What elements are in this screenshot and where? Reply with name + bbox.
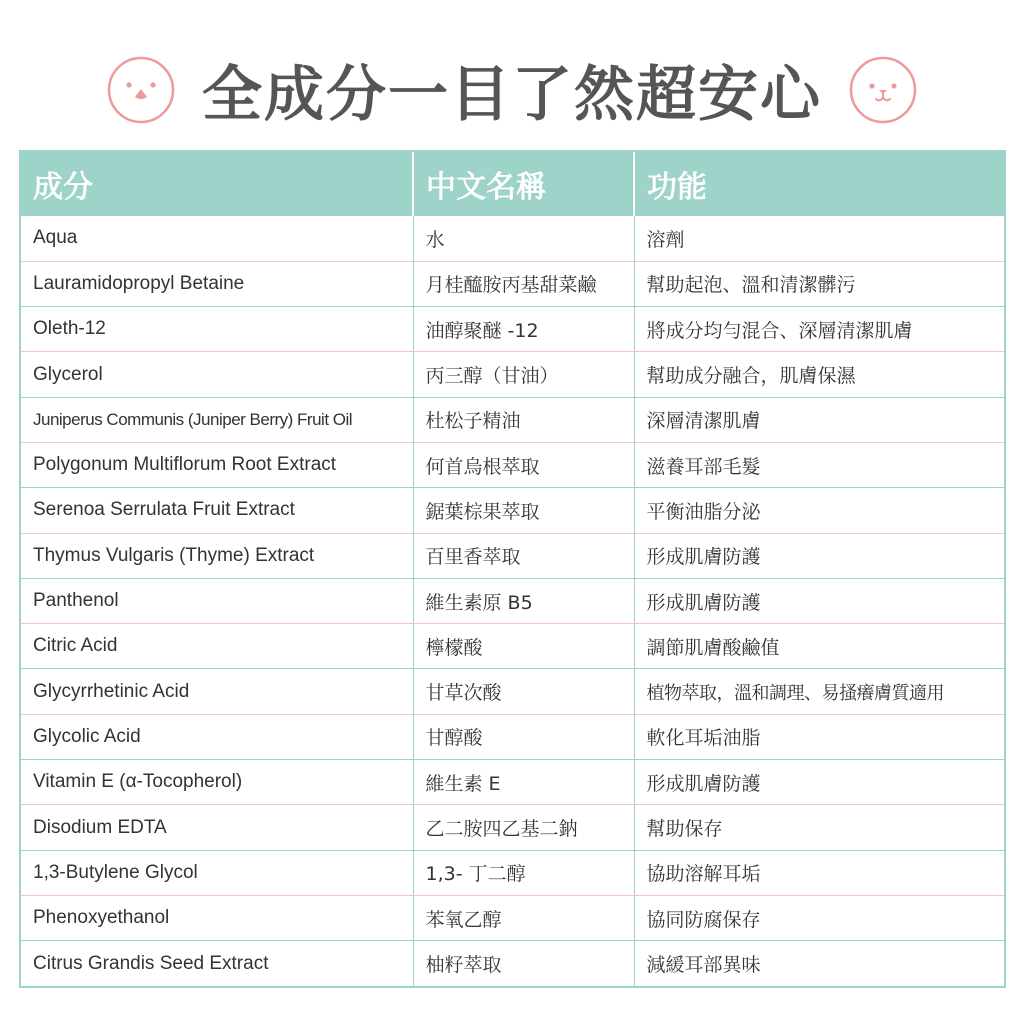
ingredient-cell: 1,3-Butylene Glycol [21, 850, 413, 895]
chinese-name-cell: 維生素 E [413, 760, 634, 805]
chinese-name-cell: 丙三醇（甘油） [413, 352, 634, 397]
table-header-row [21, 152, 1004, 216]
table-row [21, 352, 1004, 397]
chinese-name-cell: 何首烏根萃取 [413, 442, 634, 487]
table-row [21, 895, 1004, 940]
ingredient-cell: Aqua [21, 216, 413, 261]
chinese-name-cell: 油醇聚醚 -12 [413, 307, 634, 352]
ingredient-cell: Glycolic Acid [21, 714, 413, 759]
table-row [21, 261, 1004, 306]
bear-face-icon [848, 55, 918, 125]
function-cell: 調節肌膚酸鹼值 [634, 624, 1004, 669]
header-function: 功能 [634, 152, 1004, 216]
chinese-name-cell: 鋸葉棕果萃取 [413, 488, 634, 533]
table-row [21, 850, 1004, 895]
page-title: 全成分一目了然超安心 [202, 60, 822, 130]
function-cell: 協同防腐保存 [634, 895, 1004, 940]
function-cell: 幫助成分融合，肌膚保濕 [634, 352, 1004, 397]
table-row [21, 216, 1004, 261]
ingredient-cell: Lauramidopropyl Betaine [21, 261, 413, 306]
ingredient-cell: Citric Acid [21, 624, 413, 669]
chinese-name-cell: 維生素原 B5 [413, 578, 634, 623]
function-cell: 軟化耳垢油脂 [634, 714, 1004, 759]
chinese-name-cell: 檸檬酸 [413, 624, 634, 669]
chinese-name-cell: 乙二胺四乙基二鈉 [413, 805, 634, 850]
header-chinese-name: 中文名稱 [413, 152, 634, 216]
table-row [21, 669, 1004, 714]
table-row [21, 760, 1004, 805]
ingredient-cell: Oleth-12 [21, 307, 413, 352]
bear-face-icon [106, 55, 176, 125]
ingredient-cell: Panthenol [21, 578, 413, 623]
ingredient-cell: Vitamin E (α-Tocopherol) [21, 760, 413, 805]
ingredient-cell: Juniperus Communis (Juniper Berry) Fruit Oil [21, 397, 413, 442]
table-row [21, 397, 1004, 442]
table-row [21, 307, 1004, 352]
chinese-name-cell: 1,3- 丁二醇 [413, 850, 634, 895]
chinese-name-cell: 柚籽萃取 [413, 941, 634, 986]
ingredient-cell: Thymus Vulgaris (Thyme) Extract [21, 533, 413, 578]
header-ingredient: 成分 [21, 152, 413, 216]
function-cell: 將成分均勻混合、深層清潔肌膚 [634, 307, 1004, 352]
function-cell: 滋養耳部毛髮 [634, 442, 1004, 487]
function-cell: 形成肌膚防護 [634, 760, 1004, 805]
title-row [0, 45, 1024, 135]
ingredients-table [19, 150, 1006, 988]
table-row [21, 941, 1004, 986]
function-cell: 深層清潔肌膚 [634, 397, 1004, 442]
chinese-name-cell: 苯氧乙醇 [413, 895, 634, 940]
function-cell: 協助溶解耳垢 [634, 850, 1004, 895]
table-row [21, 805, 1004, 850]
ingredient-cell: Serenoa Serrulata Fruit Extract [21, 488, 413, 533]
table-row [21, 533, 1004, 578]
chinese-name-cell: 百里香萃取 [413, 533, 634, 578]
table-row [21, 624, 1004, 669]
chinese-name-cell: 甘醇酸 [413, 714, 634, 759]
ingredient-cell: Polygonum Multiflorum Root Extract [21, 442, 413, 487]
ingredient-cell: Glycerol [21, 352, 413, 397]
table-row [21, 442, 1004, 487]
chinese-name-cell: 杜松子精油 [413, 397, 634, 442]
function-cell: 植物萃取，溫和調理、易搔癢膚質適用 [634, 669, 1004, 714]
table-row [21, 578, 1004, 623]
table-row [21, 714, 1004, 759]
function-cell: 減緩耳部異味 [646, 954, 761, 977]
function-cell: 形成肌膚防護 [634, 578, 1004, 623]
function-cell: 幫助保存 [634, 805, 1004, 850]
ingredient-cell: Citrus Grandis Seed Extract [21, 941, 413, 986]
function-cell: 平衡油脂分泌 [634, 488, 1004, 533]
ingredient-cell: Disodium EDTA [21, 805, 413, 850]
function-cell: 形成肌膚防護 [634, 533, 1004, 578]
chinese-name-cell: 水 [413, 216, 634, 261]
ingredient-cell: Glycyrrhetinic Acid [21, 669, 413, 714]
function-cell: 幫助起泡、溫和清潔髒污 [634, 261, 1004, 306]
table-row [21, 488, 1004, 533]
ingredient-cell: Phenoxyethanol [21, 895, 413, 940]
chinese-name-cell: 甘草次酸 [413, 669, 634, 714]
chinese-name-cell: 月桂醯胺丙基甜菜鹼 [413, 261, 634, 306]
function-cell: 溶劑 [634, 216, 1004, 261]
